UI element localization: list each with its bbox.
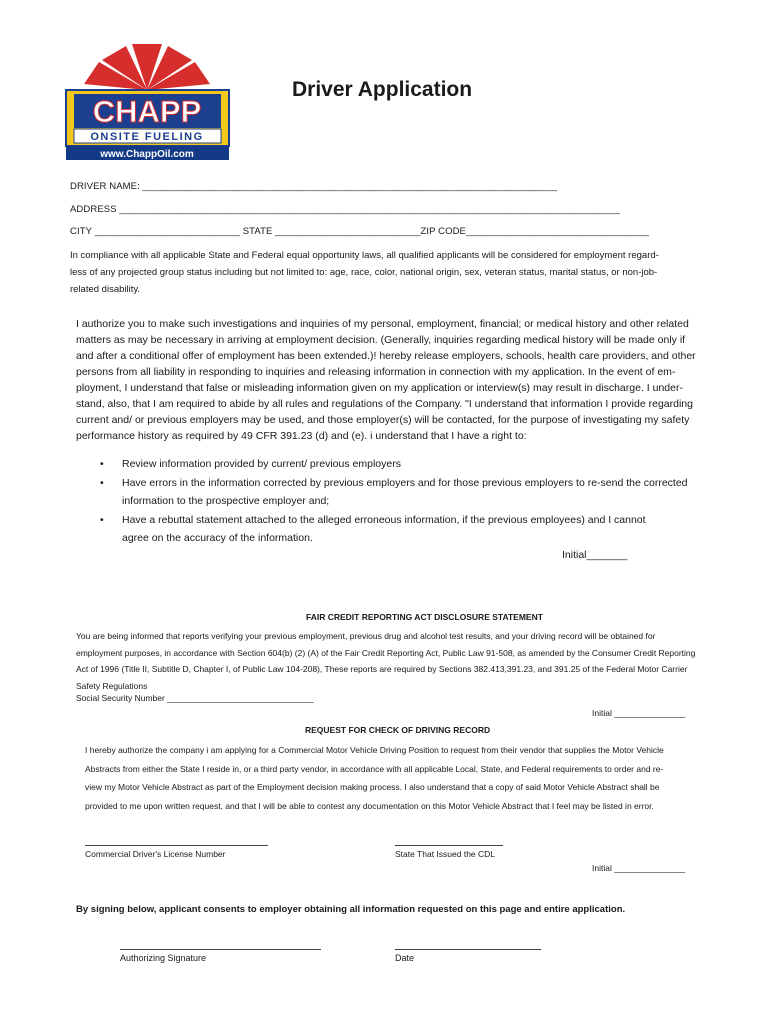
compliance-line: less of any projected group status including but not limited to: age, race, color, national origin, sex, veteran status, marital status, or non-job- [70, 267, 658, 278]
driving-record-line: Abstracts from either the State I reside in, or a third party vendor, in accordance with all applicable Local, State, and Federal requirements to order and re- [85, 763, 664, 774]
authorization-line: matters as may be necessary in arriving at employment decision. (Generally, inquiries regarding medical history will be made only if [76, 334, 686, 346]
authorization-paragraph [76, 316, 736, 444]
fcra-line: Safety Regulations [76, 680, 148, 691]
logo-sunburst-icon [84, 44, 210, 90]
chapp-logo [60, 40, 235, 165]
initial-field-3[interactable]: Initial _______________ [592, 863, 686, 873]
compliance-line: related disability. [70, 284, 141, 295]
authorization-line: current and/ or previous employers may be used, and those employer(s) will be contacted, for the purpose of investigating my safety [76, 414, 690, 426]
rights-text: Have errors in the information corrected by previous employers and for those previous employers to re-send the corrected [122, 476, 688, 489]
issuing-state-line[interactable] [395, 845, 503, 846]
rights-list-item [100, 474, 740, 511]
license-number-label: Commercial Driver's License Number [85, 849, 226, 859]
signature-label: Authorizing Signature [120, 953, 207, 963]
fcra-line: You are being informed that reports verifying your previous employment, previous drug and alcohol test results, and your driving record will be obtained for [76, 631, 656, 641]
consent-statement: By signing below, applicant consents to employer obtaining all information requested on this page and entire application. [76, 904, 626, 915]
rights-list [100, 455, 740, 548]
bullet-icon: • [100, 476, 104, 489]
driving-record-heading: REQUEST FOR CHECK OF DRIVING RECORD [305, 725, 491, 735]
rights-text: Have a rebuttal statement attached to the alleged erroneous information, if the previous employees) and I cannot [122, 513, 646, 526]
issuing-state-label: State That Issued the CDL [395, 849, 496, 859]
authorization-line: performance history as required by 49 CFR 391.23 (d) and (e). i understand that I have a right to: [76, 430, 527, 442]
initial-field-2[interactable]: Initial _______________ [592, 708, 686, 718]
address-field[interactable]: ADDRESS _____________________________________________________________________________________________ [70, 204, 621, 215]
fcra-line: employment purposes, in accordance with Section 604(b) (2) (A) of the Fair Credit Reporting Act, Public Law 91-508, as amended by the Consumer Credit Reporting [76, 647, 696, 658]
date-line[interactable] [395, 949, 541, 950]
fcra-heading: FAIR CREDIT REPORTING ACT DISCLOSURE STATEMENT [306, 612, 543, 622]
rights-list-item [100, 511, 740, 548]
logo-tagline-text: ONSITE FUELING [90, 131, 204, 143]
authorization-line: persons from all liability in responding to inquiries and releasing information in connection with my application. In the event of em- [76, 366, 676, 378]
rights-text: Review information provided by current/ previous employers [122, 458, 401, 470]
authorization-line: stand, also, that I am required to abide by all rules and regulations of the Company. "I understand that information I provide regarding [76, 398, 693, 410]
signature-line[interactable] [120, 949, 321, 950]
date-label: Date [395, 953, 415, 963]
driving-record-line: I hereby authorize the company i am applying for a Commercial Motor Vehicle Driving Position to request from their vendor that supplies the Motor Vehicle [85, 745, 664, 755]
driver-name-field[interactable]: DRIVER NAME: _____________________________________________________________________________ [70, 181, 558, 192]
fcra-paragraph [76, 628, 746, 694]
driving-record-paragraph [85, 741, 745, 815]
fcra-line: Act of 1996 (Title II, Subtitle D, Chapter I, of Public Law 104-208), These reports are required by Sections 382.413,391.23, and 391.25 of the Federal Motor Carrier [76, 664, 688, 674]
logo-website-text: www.ChappOil.com [100, 149, 194, 160]
bullet-icon: • [100, 513, 104, 526]
rights-list-item [100, 455, 740, 474]
bullet-icon: • [100, 458, 104, 470]
compliance-paragraph [70, 247, 740, 298]
compliance-line: In compliance with all applicable State and Federal equal opportunity laws, all qualified applicants will be considered for employment regard- [70, 250, 659, 261]
initial-field-1[interactable]: Initial_______ [562, 549, 628, 561]
driving-record-line: provided to me upon written request, and that I will be able to contest any documentation on this Motor Vehicle Abstract that I feel may be listed in error. [85, 800, 654, 811]
logo-brand-text: CHAPP [92, 94, 202, 129]
city-state-zip-field[interactable]: CITY ___________________________ STATE ___________________________ZIP CODE__________________________________ [70, 226, 650, 237]
authorization-line: ployment, I understand that false or misleading information given on my application or interview(s) may result in discharge. I under- [76, 382, 683, 394]
authorization-line: and after a conditional offer of employment has been extended.)! hereby release employers, schools, health care providers, and other [76, 350, 696, 362]
license-number-line[interactable] [85, 845, 268, 846]
ssn-field[interactable]: Social Security Number _______________________________ [76, 693, 314, 703]
page-title: Driver Application [292, 78, 473, 101]
rights-text: agree on the accuracy of the information. [122, 532, 313, 544]
rights-text: information to the prospective employer and; [122, 495, 330, 507]
authorization-line: I authorize you to make such investigations and inquiries of my personal, employment, financial; or medical history and other related [76, 318, 689, 330]
driving-record-line: view my Motor Vehicle Abstract as part of the Employment decision making process. I also understand that a copy of said Motor Vehicle Abstract shall be [85, 782, 660, 792]
